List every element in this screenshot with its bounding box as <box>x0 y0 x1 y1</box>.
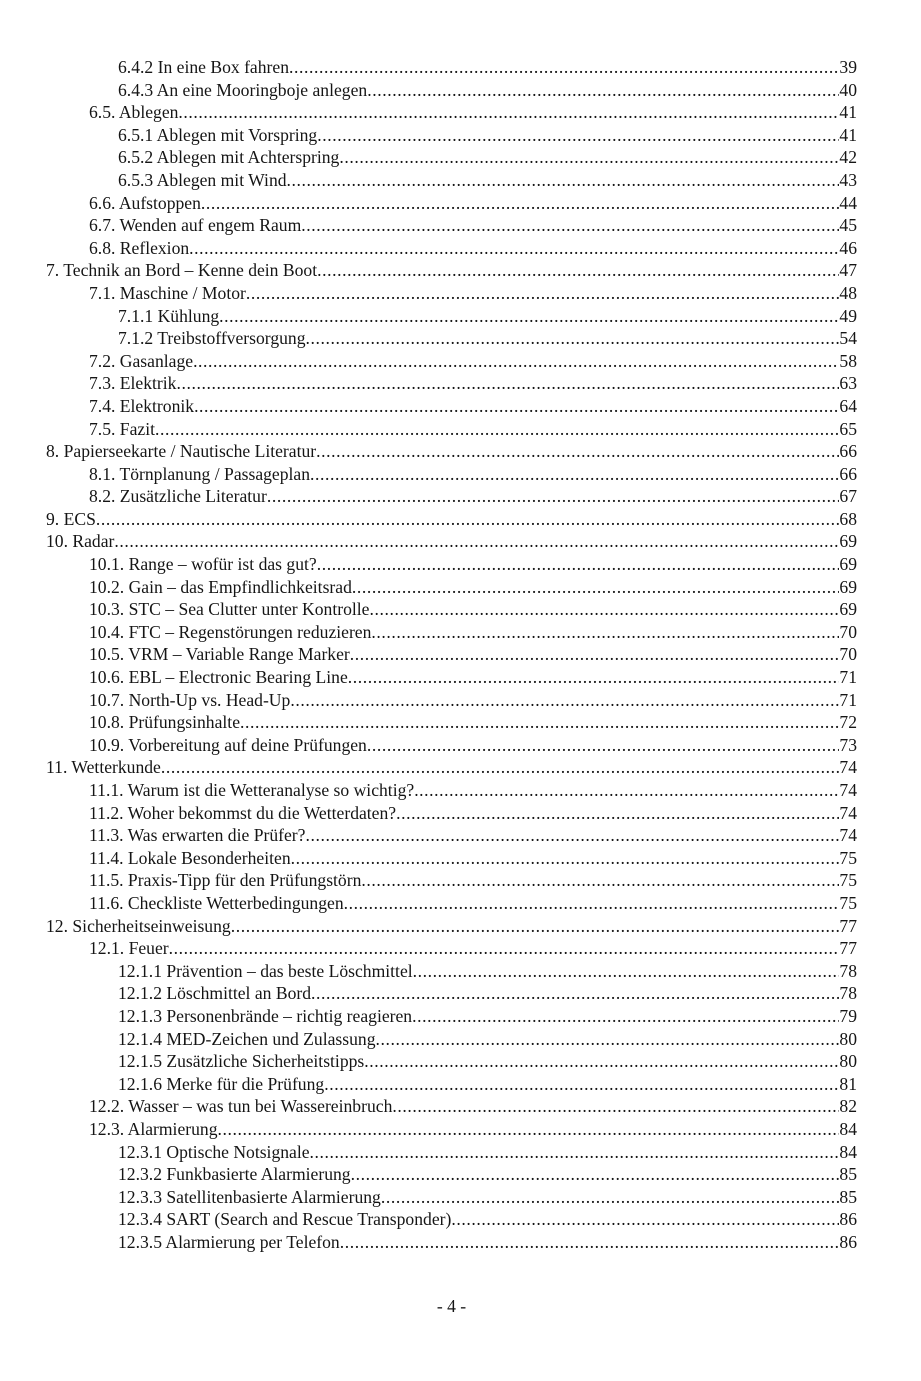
toc-entry-label: 7.4. Elektronik <box>89 395 195 416</box>
toc-entry-page: 85 <box>839 1186 857 1207</box>
toc-entry <box>46 1208 857 1231</box>
dot-leader <box>344 892 840 915</box>
toc-entry-page: 42 <box>839 147 857 168</box>
toc-entry-page: 54 <box>839 328 857 349</box>
dot-leader <box>351 1163 840 1186</box>
toc-entry <box>46 350 857 373</box>
toc-entry-page: 71 <box>839 689 857 710</box>
toc-entry <box>46 418 857 441</box>
toc-entry-page: 66 <box>839 441 857 462</box>
toc-entry <box>46 779 857 802</box>
toc-entry-label: 12.3.2 Funkbasierte Alarmierung <box>118 1164 351 1185</box>
toc-entry-page: 47 <box>839 260 857 281</box>
dot-leader <box>396 802 839 825</box>
toc-entry <box>46 643 857 666</box>
toc-entry <box>46 734 857 757</box>
dot-leader <box>414 779 839 802</box>
toc-entry <box>46 169 857 192</box>
dot-leader <box>367 734 840 757</box>
toc-entry <box>46 1231 857 1254</box>
dot-leader <box>287 169 840 192</box>
toc-entry-page: 69 <box>839 599 857 620</box>
toc-entry-label: 12.3.1 Optische Notsignale <box>118 1141 310 1162</box>
dot-leader <box>219 305 839 328</box>
dot-leader <box>371 621 839 644</box>
dot-leader <box>324 1073 839 1096</box>
toc-entry-label: 12.1.1 Prävention – das beste Löschmittel <box>118 960 413 981</box>
toc-entry-page: 69 <box>839 531 857 552</box>
toc-entry <box>46 960 857 983</box>
toc-entry-label: 12.3.3 Satellitenbasierte Alarmierung <box>118 1186 381 1207</box>
dot-leader <box>310 1141 840 1164</box>
dot-leader <box>114 530 839 553</box>
toc-entry-label: 11.1. Warum ist die Wetteranalyse so wichtig? <box>89 780 415 800</box>
toc-entry <box>46 869 857 892</box>
toc-entry <box>46 937 857 960</box>
dot-leader <box>305 824 839 847</box>
toc-entry <box>46 892 857 915</box>
toc-entry-label: 6.4.3 An eine Mooringboje anlegen <box>118 79 368 100</box>
toc-entry-label: 6.5.1 Ablegen mit Vorspring <box>118 124 318 145</box>
dot-leader <box>201 192 839 215</box>
toc-entry-page: 44 <box>839 192 857 213</box>
dot-leader <box>370 598 840 621</box>
toc-entry-label: 10.7. North-Up vs. Head-Up <box>89 689 291 710</box>
toc-entry-label: 11.4. Lokale Besonderheiten <box>89 847 291 868</box>
toc-entry <box>46 1050 857 1073</box>
dot-leader <box>193 350 839 373</box>
toc-entry-page: 84 <box>839 1118 857 1139</box>
toc-entry <box>46 508 857 531</box>
toc-entry-label: 6.8. Reflexion <box>89 237 190 258</box>
toc-entry-label: 12.1.4 MED-Zeichen und Zulassung <box>118 1028 376 1049</box>
toc-entry-page: 75 <box>839 847 857 868</box>
dot-leader <box>350 643 840 666</box>
toc-entry <box>46 237 857 260</box>
dot-leader <box>246 282 840 305</box>
toc-entry-label: 12.1.3 Personenbrände – richtig reagieren <box>118 1005 413 1026</box>
toc-entry-label: 6.4.2 In eine Box fahren <box>118 57 289 77</box>
dot-leader <box>306 327 840 350</box>
dot-leader <box>311 982 839 1005</box>
toc-entry <box>46 576 857 599</box>
toc-entry-page: 70 <box>839 621 857 642</box>
toc-entry-label: 11.6. Checkliste Wetterbedingungen <box>89 892 344 913</box>
toc-entry <box>46 124 857 147</box>
page-number-label: - 4 - <box>436 1296 467 1317</box>
toc-entry <box>46 192 857 215</box>
toc-entry-label: 12.1.5 Zusätzliche Sicherheitstipps <box>118 1051 365 1072</box>
toc-entry-label: 11.2. Woher bekommst du die Wetterdaten? <box>89 802 397 823</box>
toc-entry-page: 73 <box>839 734 857 755</box>
toc-entry <box>46 56 857 79</box>
toc-entry-label: 12.1.6 Merke für die Prüfung <box>118 1073 325 1094</box>
toc-entry-label: 7.1.1 Kühlung <box>118 305 220 326</box>
toc-entry <box>46 598 857 621</box>
toc-entry-page: 41 <box>839 102 857 123</box>
toc-entry-page: 80 <box>839 1051 857 1072</box>
toc-entry-page: 43 <box>839 169 857 190</box>
dot-leader <box>169 937 840 960</box>
toc-entry <box>46 214 857 237</box>
toc-entry-page: 49 <box>839 305 857 326</box>
dot-leader <box>96 508 840 531</box>
toc-entry-label: 12.3. Alarmierung <box>89 1118 218 1139</box>
dot-leader <box>231 915 840 938</box>
toc-entry-page: 70 <box>839 644 857 665</box>
toc-entry-label: 12.3.4 SART (Search and Rescue Transponder) <box>118 1209 452 1230</box>
toc-entry-label: 12. Sicherheitseinweisung <box>46 915 231 936</box>
toc-entry-page: 40 <box>839 79 857 100</box>
toc-entry-page: 86 <box>839 1209 857 1230</box>
toc-entry <box>46 982 857 1005</box>
toc-entry <box>46 530 857 553</box>
toc-entry-label: 11.5. Praxis-Tipp für den Prüfungstörn <box>89 870 362 891</box>
toc-entry-label: 10.3. STC – Sea Clutter unter Kontrolle <box>89 599 370 620</box>
toc-entry <box>46 666 857 689</box>
toc-entry-page: 69 <box>839 576 857 597</box>
toc-entry <box>46 915 857 938</box>
dot-leader <box>189 237 839 260</box>
dot-leader <box>317 124 839 147</box>
toc-entry-page: 48 <box>839 282 857 303</box>
toc-entry-page: 72 <box>839 712 857 733</box>
dot-leader <box>412 1005 839 1028</box>
toc-entry <box>46 282 857 305</box>
dot-leader <box>267 485 840 508</box>
toc-entry <box>46 305 857 328</box>
toc-entry-page: 77 <box>839 915 857 936</box>
dot-leader <box>381 1186 840 1209</box>
toc-entry-page: 69 <box>839 554 857 575</box>
toc-entry-label: 9. ECS <box>46 508 96 529</box>
toc-entry <box>46 485 857 508</box>
toc-entry-label: 7. Technik an Bord – Kenne dein Boot <box>46 260 318 281</box>
toc-entry-page: 75 <box>839 892 857 913</box>
toc-entry <box>46 802 857 825</box>
dot-leader <box>301 214 839 237</box>
toc-entry-label: 7.3. Elektrik <box>89 373 177 394</box>
toc-entry-page: 74 <box>839 757 857 778</box>
dot-leader <box>178 101 839 124</box>
toc-entry-page: 86 <box>839 1231 857 1252</box>
toc-entry-page: 80 <box>839 1028 857 1049</box>
toc-entry <box>46 824 857 847</box>
toc-entry <box>46 327 857 350</box>
toc-entry-label: 11. Wetterkunde <box>46 757 161 778</box>
toc-entry <box>46 1028 857 1051</box>
toc-entry-page: 82 <box>839 1096 857 1117</box>
toc-entry-label: 10.6. EBL – Electronic Bearing Line <box>89 667 348 688</box>
toc-entry-label: 7.1.2 Treibstoffversorgung <box>118 328 306 349</box>
toc-entry <box>46 847 857 870</box>
table-of-contents <box>46 56 857 1253</box>
toc-entry-page: 74 <box>839 802 857 823</box>
toc-entry <box>46 101 857 124</box>
toc-entry-label: 12.1. Feuer <box>89 938 169 959</box>
toc-entry-label: 10. Radar <box>46 531 115 552</box>
toc-entry-page: 74 <box>839 825 857 846</box>
dot-leader <box>367 79 839 102</box>
toc-entry-page: 78 <box>839 983 857 1004</box>
toc-entry <box>46 395 857 418</box>
toc-entry-label: 7.5. Fazit <box>89 418 155 439</box>
toc-entry <box>46 621 857 644</box>
toc-entry <box>46 146 857 169</box>
toc-entry-page: 79 <box>839 1005 857 1026</box>
toc-entry-page: 68 <box>839 508 857 529</box>
toc-entry <box>46 1141 857 1164</box>
toc-entry-page: 66 <box>839 463 857 484</box>
toc-entry-label: 6.7. Wenden auf engem Raum <box>89 215 302 236</box>
toc-entry <box>46 259 857 282</box>
toc-entry <box>46 689 857 712</box>
toc-entry-label: 11.3. Was erwarten die Prüfer? <box>89 825 306 846</box>
toc-entry-page: 84 <box>839 1141 857 1162</box>
dot-leader <box>290 689 839 712</box>
dot-leader <box>352 576 840 599</box>
dot-leader <box>451 1208 839 1231</box>
toc-entry <box>46 440 857 463</box>
dot-leader <box>310 463 839 486</box>
toc-entry-page: 63 <box>839 373 857 394</box>
toc-entry-label: 8.1. Törnplanung / Passageplan <box>89 463 311 484</box>
toc-entry-label: 10.4. FTC – Regenstörungen reduzieren <box>89 621 372 642</box>
toc-entry <box>46 711 857 734</box>
toc-entry-label: 6.5.3 Ablegen mit Wind <box>118 169 287 190</box>
page-footer <box>46 1295 857 1318</box>
toc-entry-page: 41 <box>839 124 857 145</box>
dot-leader <box>361 869 839 892</box>
toc-entry-page: 39 <box>839 57 857 77</box>
dot-leader <box>240 711 839 734</box>
toc-entry <box>46 553 857 576</box>
dot-leader <box>376 1028 840 1051</box>
dot-leader <box>364 1050 839 1073</box>
dot-leader <box>413 960 840 983</box>
toc-entry-page: 65 <box>839 418 857 439</box>
toc-entry-label: 10.5. VRM – Variable Range Marker <box>89 644 350 665</box>
dot-leader <box>348 666 840 689</box>
toc-entry-label: 6.6. Aufstoppen <box>89 192 201 213</box>
toc-entry-label: 12.1.2 Löschmittel an Bord <box>118 983 312 1004</box>
toc-entry-label: 6.5. Ablegen <box>89 102 179 123</box>
toc-entry <box>46 372 857 395</box>
toc-entry-page: 46 <box>839 237 857 258</box>
toc-entry <box>46 1005 857 1028</box>
toc-entry-page: 45 <box>839 215 857 236</box>
dot-leader <box>316 440 839 463</box>
toc-entry-page: 85 <box>839 1164 857 1185</box>
toc-entry-label: 12.2. Wasser – was tun bei Wassereinbruch <box>89 1096 393 1117</box>
dot-leader <box>194 395 839 418</box>
toc-entry <box>46 463 857 486</box>
toc-entry <box>46 1118 857 1141</box>
toc-entry-label: 7.2. Gasanlage <box>89 350 194 371</box>
toc-entry <box>46 1186 857 1209</box>
toc-entry-label: 10.1. Range – wofür ist das gut? <box>89 554 317 575</box>
dot-leader <box>218 1118 840 1141</box>
toc-entry <box>46 1095 857 1118</box>
toc-entry-page: 64 <box>839 395 857 416</box>
dot-leader <box>317 553 840 576</box>
toc-entry-label: 10.8. Prüfungsinhalte <box>89 712 240 733</box>
dot-leader <box>155 418 839 441</box>
toc-entry-page: 81 <box>839 1073 857 1094</box>
toc-entry-label: 8.2. Zusätzliche Literatur <box>89 486 267 507</box>
toc-entry-label: 6.5.2 Ablegen mit Achterspring <box>118 147 340 168</box>
toc-entry-page: 67 <box>839 486 857 507</box>
toc-entry-label: 7.1. Maschine / Motor <box>89 282 246 303</box>
toc-entry <box>46 1163 857 1186</box>
toc-entry <box>46 1073 857 1096</box>
dot-leader <box>289 56 839 79</box>
dot-leader <box>340 1231 840 1254</box>
toc-entry-page: 78 <box>839 960 857 981</box>
toc-entry <box>46 756 857 779</box>
dot-leader <box>161 756 840 779</box>
dot-leader <box>339 146 839 169</box>
toc-entry-label: 10.9. Vorbereitung auf deine Prüfungen <box>89 734 367 755</box>
toc-entry-page: 71 <box>839 667 857 688</box>
dot-leader <box>317 259 839 282</box>
toc-entry-page: 58 <box>839 350 857 371</box>
toc-entry-label: 10.2. Gain – das Empfindlichkeitsrad <box>89 576 352 597</box>
dot-leader <box>392 1095 839 1118</box>
dot-leader <box>176 372 839 395</box>
toc-entry-page: 77 <box>839 938 857 959</box>
toc-entry-label: 8. Papierseekarte / Nautische Literatur <box>46 441 317 462</box>
dot-leader <box>291 847 840 870</box>
toc-entry-page: 75 <box>839 870 857 891</box>
toc-entry-page: 74 <box>839 780 857 800</box>
toc-entry <box>46 79 857 102</box>
toc-entry-label: 12.3.5 Alarmierung per Telefon <box>118 1231 340 1252</box>
